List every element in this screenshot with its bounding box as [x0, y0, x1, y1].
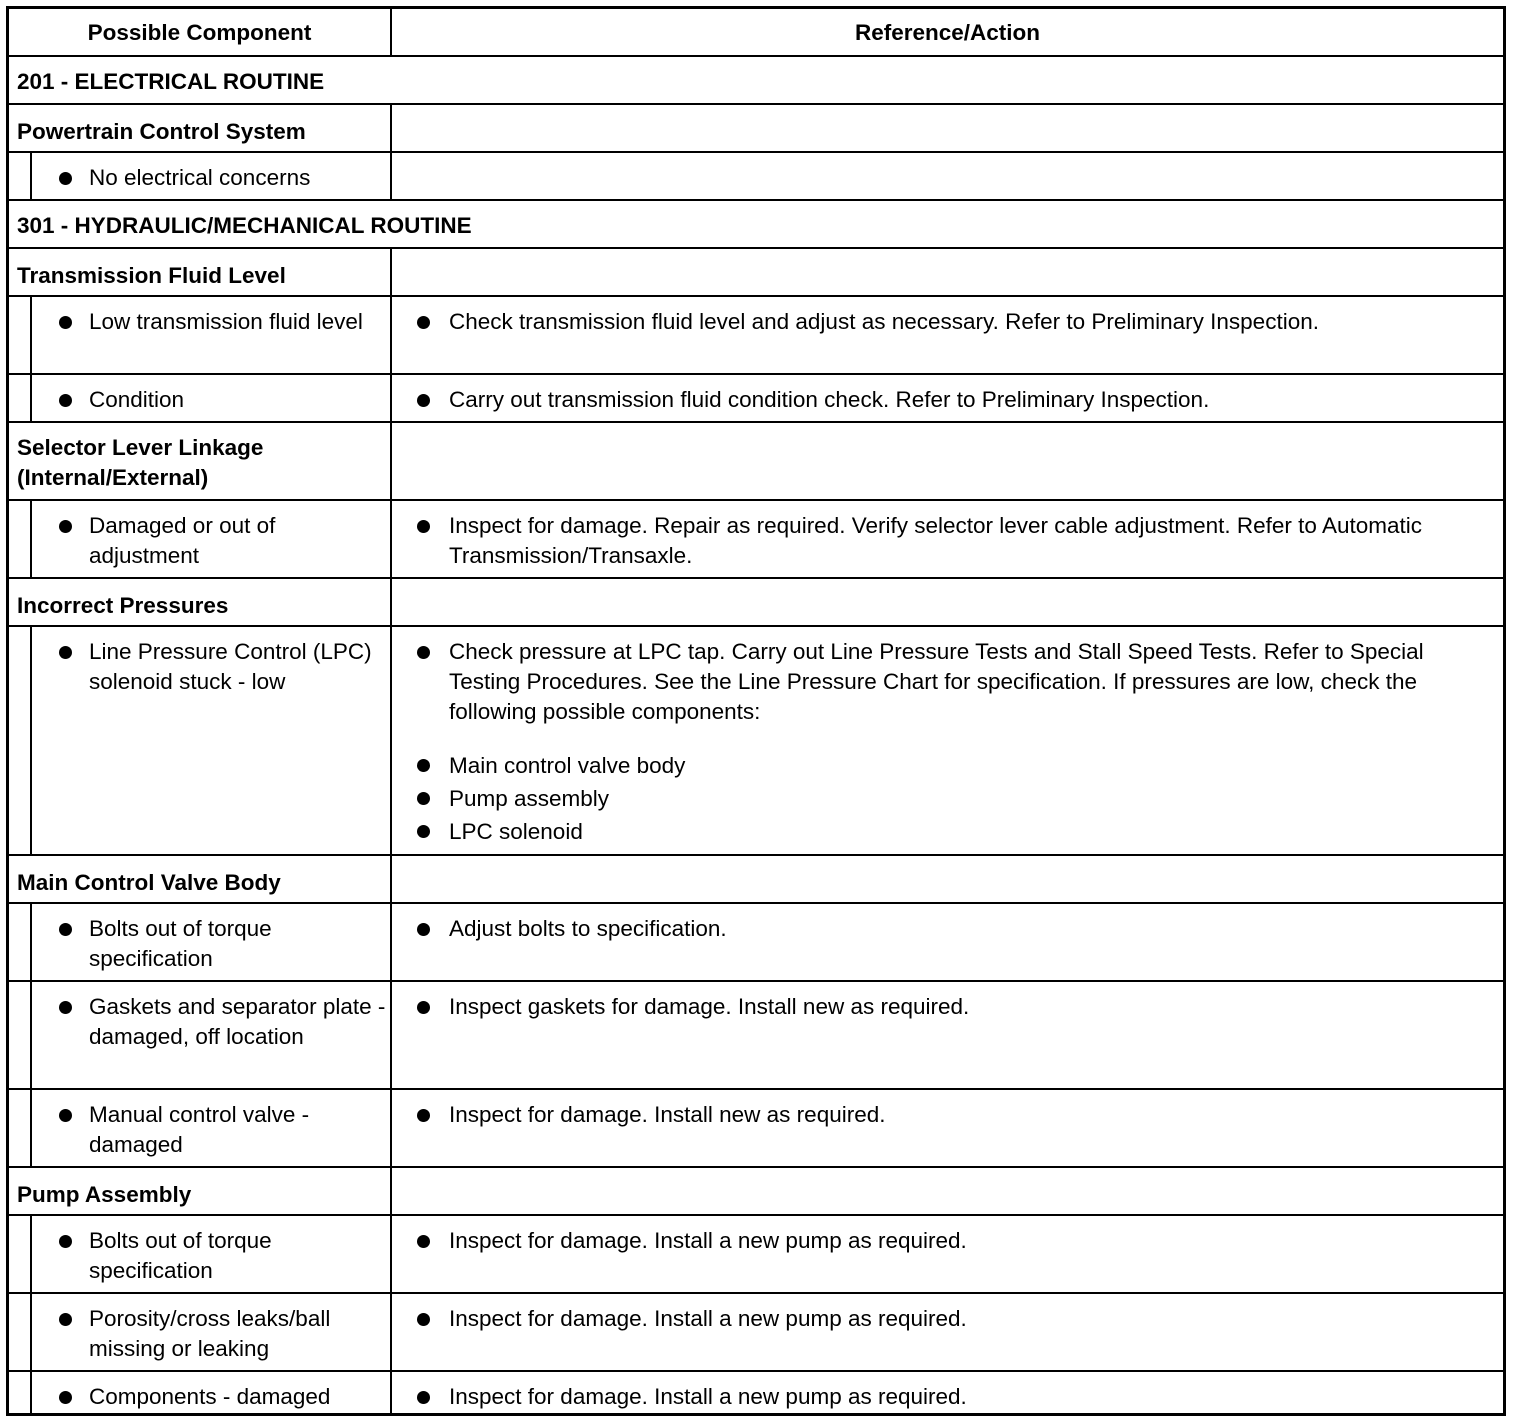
bullet-icon [59, 394, 72, 407]
column-header-action: Reference/Action [854, 20, 1041, 45]
bullet-icon [59, 1313, 72, 1326]
bullet-icon [417, 1391, 430, 1404]
action-item: Check pressure at LPC tap. Carry out Line Pressure Tests and Stall Speed Tests. Refer to Special Testing Procedures. See the Line Pressure Chart for specification. If pressures are low, check the following possible components: [449, 637, 1483, 727]
table-row [9, 1372, 1503, 1413]
bullet-icon [417, 923, 430, 936]
bullet-icon [59, 1001, 72, 1014]
sub-item: LPC solenoid [449, 815, 1483, 848]
table-row [9, 904, 1503, 982]
component-item: Components - damaged [89, 1382, 386, 1412]
component-item: Manual control valve - damaged [89, 1100, 386, 1160]
bullet-icon [417, 792, 430, 805]
group-row-selector [9, 423, 1503, 501]
action-item: Adjust bolts to specification. [449, 914, 1483, 944]
table-row [9, 1090, 1503, 1168]
section-row-hydraulic [9, 201, 1503, 249]
table-row [9, 627, 1503, 856]
bullet-icon [417, 394, 430, 407]
group-title: Pump Assembly [9, 1168, 392, 1214]
table-row [9, 375, 1503, 423]
bullet-icon [417, 646, 430, 659]
group-title: Incorrect Pressures [9, 579, 392, 625]
table-row [9, 153, 1503, 201]
bullet-icon [59, 1109, 72, 1122]
table-row [9, 1294, 1503, 1372]
bullet-icon [417, 759, 430, 772]
section-title: 301 - HYDRAULIC/MECHANICAL ROUTINE [17, 213, 472, 238]
action-item: Inspect for damage. Install new as required. [449, 1100, 1483, 1130]
component-item: Low transmission fluid level [89, 307, 386, 337]
column-header-component: Possible Component [9, 9, 392, 55]
sub-item: Pump assembly [449, 782, 1483, 815]
component-item: Condition [89, 385, 386, 415]
bullet-icon [59, 1391, 72, 1404]
bullet-icon [417, 825, 430, 838]
bullet-icon [59, 316, 72, 329]
bullet-icon [417, 520, 430, 533]
group-row-pressures [9, 579, 1503, 627]
component-item: Gaskets and separator plate - damaged, off location [89, 992, 386, 1052]
sub-item: Main control valve body [449, 749, 1483, 782]
table-row [9, 297, 1503, 375]
component-item: Damaged or out of adjustment [89, 511, 386, 571]
group-row-powertrain [9, 105, 1503, 153]
bullet-icon [59, 172, 72, 185]
bullet-icon [59, 923, 72, 936]
component-item: Bolts out of torque specification [89, 914, 386, 974]
table-row [9, 501, 1503, 579]
bullet-icon [417, 1235, 430, 1248]
bullet-icon [59, 646, 72, 659]
table-header-row [9, 9, 1503, 57]
action-item: Inspect gaskets for damage. Install new as required. [449, 992, 1483, 1022]
group-title: Powertrain Control System [9, 105, 392, 151]
table-row [9, 982, 1503, 1090]
group-title: Selector Lever Linkage (Internal/External) [9, 423, 392, 499]
action-item: Inspect for damage. Repair as required. Verify selector lever cable adjustment. Refer to Automatic Transmission/Transaxle. [449, 511, 1483, 571]
bullet-icon [59, 1235, 72, 1248]
group-row-pump [9, 1168, 1503, 1216]
action-item: Inspect for damage. Install a new pump as required. [449, 1382, 1483, 1412]
bullet-icon [417, 316, 430, 329]
action-item: Inspect for damage. Install a new pump as required. [449, 1304, 1483, 1334]
bullet-icon [417, 1109, 430, 1122]
bullet-icon [417, 1001, 430, 1014]
component-item: Line Pressure Control (LPC) solenoid stuck - low [89, 637, 386, 697]
group-row-fluid [9, 249, 1503, 297]
action-item: Check transmission fluid level and adjust as necessary. Refer to Preliminary Inspection. [449, 307, 1483, 337]
table-row [9, 1216, 1503, 1294]
component-item: No electrical concerns [89, 163, 386, 193]
diagnosis-table [6, 6, 1506, 1416]
section-title: 201 - ELECTRICAL ROUTINE [17, 69, 325, 94]
bullet-icon [59, 520, 72, 533]
group-title: Main Control Valve Body [9, 856, 392, 902]
section-row-electrical [9, 57, 1503, 105]
bullet-icon [417, 1313, 430, 1326]
component-item: Porosity/cross leaks/ball missing or leaking [89, 1304, 386, 1364]
group-title: Transmission Fluid Level [9, 249, 392, 295]
action-item: Carry out transmission fluid condition check. Refer to Preliminary Inspection. [449, 385, 1483, 415]
component-item: Bolts out of torque specification [89, 1226, 386, 1286]
group-row-valve-body [9, 856, 1503, 904]
action-item: Inspect for damage. Install a new pump as required. [449, 1226, 1483, 1256]
